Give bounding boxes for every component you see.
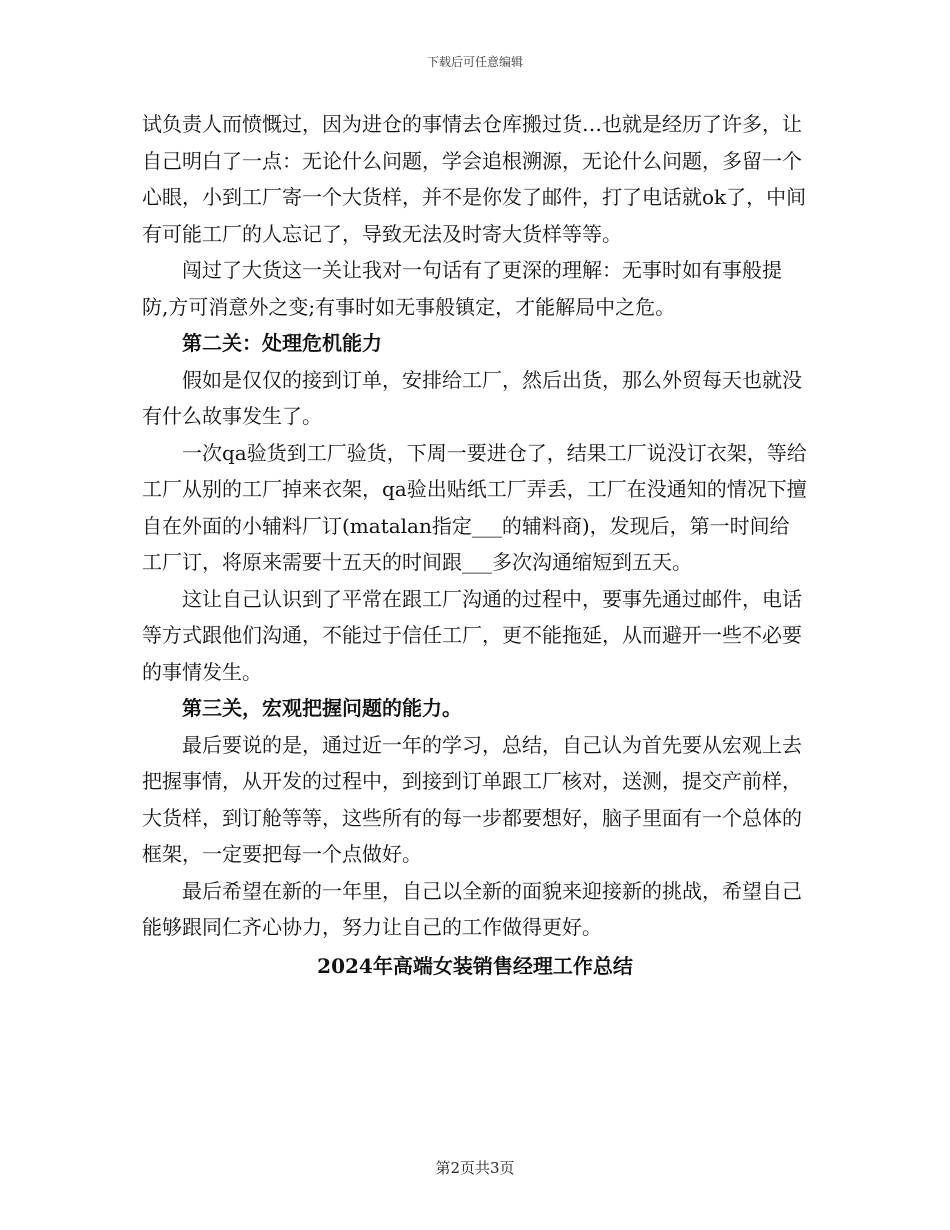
document-title: 2024年高端女装销售经理工作总结 [317, 953, 633, 978]
page-header: 下载后可任意编辑 [426, 55, 523, 69]
section-heading-3: 第三关，宏观把握问题的能力。 [182, 696, 462, 720]
document-body [142, 106, 808, 984]
paragraph-5: 这让自己认识到了平常在跟工厂沟通的过程中，要事先通过邮件，电话等方式跟他们沟通，不能过于信任工厂，更不能拖延，从而避开一些不必要的事情发生。 [142, 586, 802, 684]
section-heading-2: 第二关：处理危机能力 [182, 331, 382, 355]
paragraph-2: 闯过了大货这一关让我对一句话有了更深的理解：无事时如有事般提防,方可消意外之变;有事时如无事般镇定，才能解局中之危。 [142, 258, 782, 319]
paragraph-1: 试负责人而愤慨过，因为进仓的事情去仓库搬过货…也就是经历了许多，让自己明白了一点：无论什么问题，学会追根溯源，无论什么问题，多留一个心眼，小到工厂寄一个大货样，并不是你发了邮件，打了电话就ok了，中间有可能工厂的人忘记了，导致无法及时寄大货样等等。 [142, 112, 807, 246]
paragraph-3: 假如是仅仅的接到订单，安排给工厂，然后出货，那么外贸每天也就没有什么故事发生了。 [142, 367, 802, 428]
paragraph-7: 最后希望在新的一年里，自己以全新的面貌来迎接新的挑战，希望自己能够跟同仁齐心协力，努力让自己的工作做得更好。 [142, 878, 802, 939]
paragraph-4: 一次qa验货到工厂验货，下周一要进仓了，结果工厂说没订衣架，等给工厂从别的工厂掉来衣架，qa验出贴纸工厂弄丢，工厂在没通知的情况下擅自在外面的小辅料厂订(matalan指定___的辅料商)，发现后，第一时间给工厂订，将原来需要十五天的时间跟___多次沟通缩短到五天。 [142, 440, 807, 574]
page-footer: 第2页共3页 [435, 1159, 515, 1177]
paragraph-6: 最后要说的是，通过近一年的学习，总结，自己认为首先要从宏观上去把握事情，从开发的过程中，到接到订单跟工厂核对，送测，提交产前样，大货样，到订舱等等，这些所有的每一步都要想好，脑子里面有一个总体的框架，一定要把每一个点做好。 [142, 732, 802, 866]
